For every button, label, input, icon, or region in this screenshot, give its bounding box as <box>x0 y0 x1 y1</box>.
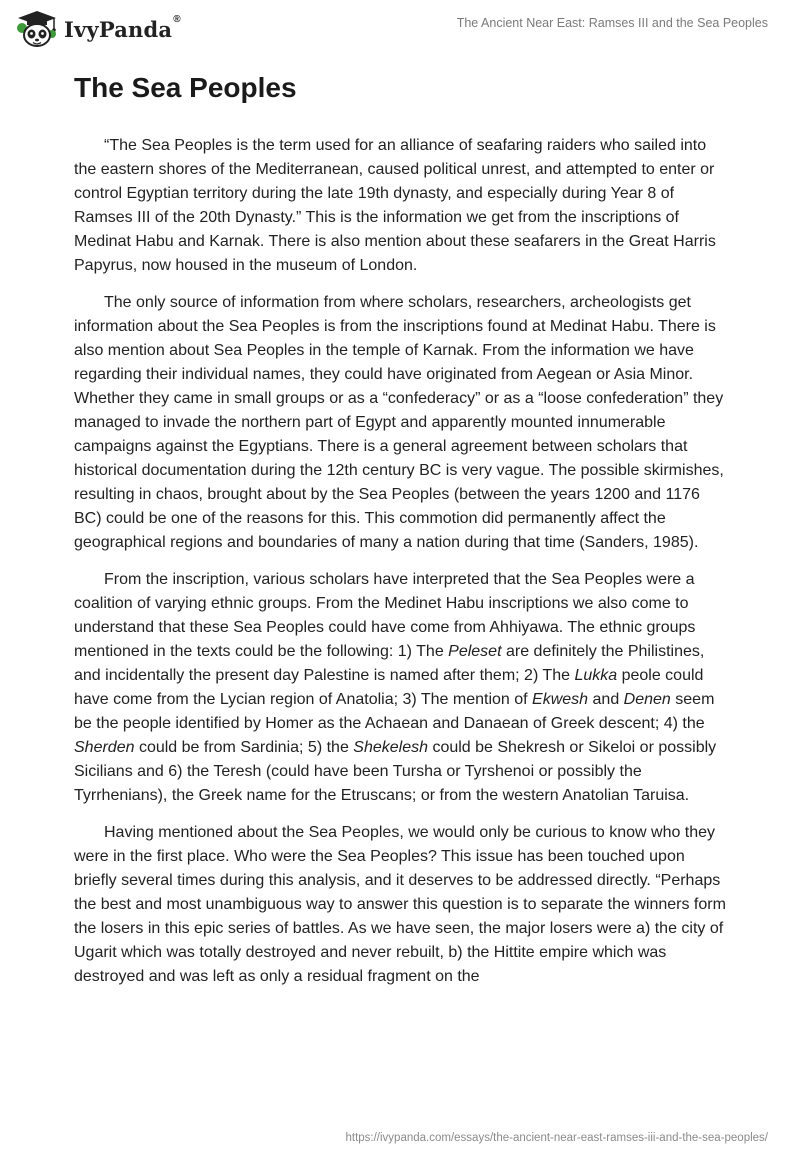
paragraph <box>74 568 730 808</box>
paragraph <box>74 821 730 989</box>
brand-name-text: IvyPanda <box>64 16 173 42</box>
document-title: The Ancient Near East: Ramses III and the Sea Peoples <box>456 16 768 30</box>
paragraph <box>74 134 730 278</box>
paragraph-text: seem be the people identified by Homer as the Achaean and Danaean of Greek descent; 4) the <box>74 691 715 732</box>
source-url[interactable]: https://ivypanda.com/essays/the-ancient-near-east-ramses-iii-and-the-sea-peoples/ <box>345 1132 768 1144</box>
paragraph-text: are definitely the Philistines, and incidentally the present day Palestine is named after them; 2) The <box>74 643 705 684</box>
paragraph-text: peole could have come from the Lycian region of Anatolia; 3) The mention of <box>74 667 704 708</box>
paragraph-text: could be from Sardinia; 5) the <box>134 739 354 756</box>
paragraph-text: From the inscription, various scholars have interpreted that the Sea Peoples were a coalition of varying ethnic groups. From the Medinet Habu inscriptions we also come to understand that these Sea Peoples could have come from Ahhiyawa. The ethnic groups mentioned in the texts could be the following: 1) The <box>74 571 696 660</box>
emphasized-term: Denen <box>623 691 671 708</box>
paragraph <box>74 291 730 555</box>
emphasized-term: Lukka <box>574 667 618 684</box>
brand-logo[interactable] <box>14 9 181 49</box>
essay-body <box>74 134 730 1002</box>
paragraph-text: Having mentioned about the Sea Peoples, we would only be curious to know who they were in the first place. Who were the Sea Peoples? This issue has been touched upon briefly several times during this analysis, and it deserves to be addressed directly. “Perhaps the best and most unambiguous way to answer this question is to separate the winners form the losers in this epic series of battles. As we have seen, the major losers were a) the city of Ugarit which was totally destroyed and never rebuilt, b) the Hittite empire which was destroyed and was left as only a residual fragment on the <box>74 824 726 985</box>
site-header <box>0 0 800 56</box>
page-title: The Sea Peoples <box>74 72 297 103</box>
registered-mark: ® <box>173 13 181 25</box>
paragraph-text: “The Sea Peoples is the term used for an alliance of seafaring raiders who sailed into the eastern shores of the Mediterranean, caused political unrest, and attempted to enter or control Egyptian territory during the late 19th dynasty, and especially during Year 8 of Ramses III of the 20th Dynasty.” This is the information we get from the inscriptions of Medinat Habu and Karnak. There is also mention about these seafarers in the Great Harris Papyrus, now housed in the museum of London. <box>74 137 716 274</box>
paragraph-text: could be Shekresh or Sikeloi or possibly Sicilians and 6) the Teresh (could have been Tursha or Tyrshenoi or possibly the Tyrrhenians), the Greek name for the Etruscans; or from the western Anatolian Taruisa. <box>74 739 717 804</box>
paragraph-text: and <box>588 691 624 708</box>
paragraph-text: The only source of information from where scholars, researchers, archeologists get information about the Sea Peoples is from the inscriptions found at Medinat Habu. There is also mention about Sea Peoples in the temple of Karnak. From the information we have regarding their individual names, they could have originated from Aegean or Asia Minor. Whether they came in small groups or as a “confederacy” or as a “loose confederation” they managed to invade the northern part of Egypt and apparently mounted innumerable campaigns against the Egyptians. There is a general agreement between scholars that historical documentation during the 12th century BC is very vague. The possible skirmishes, resulting in chaos, brought about by the Sea Peoples (between the years 1200 and 1176 BC) could be one of the reasons for this. This commotion did permanently affect the geographical regions and boundaries of many a nation during that time (Sanders, 1985). <box>74 294 724 551</box>
panda-graduate-icon <box>14 9 60 49</box>
emphasized-term: Sherden <box>74 739 135 756</box>
emphasized-term: Peleset <box>448 643 502 660</box>
brand-name <box>64 13 181 42</box>
emphasized-term: Shekelesh <box>353 739 428 756</box>
emphasized-term: Ekwesh <box>532 691 589 708</box>
